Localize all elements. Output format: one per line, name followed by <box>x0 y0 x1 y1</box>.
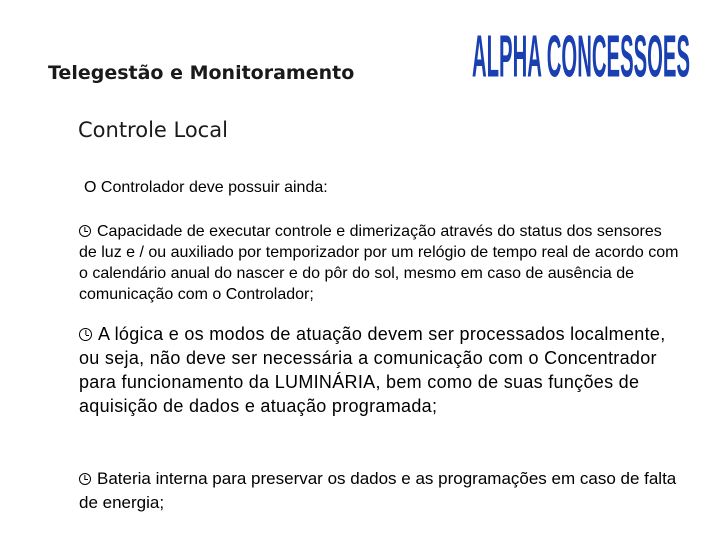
logo-text: ALPHA CONCESSOES <box>472 26 690 84</box>
bullet-item <box>79 221 679 305</box>
page-title: Telegestão e Monitoramento <box>48 62 355 84</box>
logo-graphic <box>470 26 692 84</box>
bullet-text: Capacidade de executar controle e dimerização através do status dos sensores de luz e / ou auxiliado por temporizador por um relógio de tempo real de acordo com o calendário anual do nascer e do pôr do sol, mesmo em caso de ausência de comunicação com o Controlador; <box>79 223 679 303</box>
company-logo <box>470 26 692 84</box>
clock-icon <box>79 473 91 485</box>
intro-text: O Controlador deve possuir ainda: <box>84 179 328 196</box>
clock-icon <box>79 328 92 341</box>
bullet-item <box>79 322 679 418</box>
bullet-item <box>79 467 679 515</box>
bullet-text: Bateria interna para preservar os dados e as programações em caso de falta de energia; <box>79 469 677 512</box>
section-heading: Controle Local <box>78 118 228 142</box>
clock-icon <box>79 225 91 237</box>
bullet-text: A lógica e os modos de atuação devem ser processados localmente, ou seja, não deve ser necessária a comunicação com o Concentrador para funcionamento da LUMINÁRIA, bem como de suas funções de aquisição de dados e atuação programada; <box>79 324 666 416</box>
